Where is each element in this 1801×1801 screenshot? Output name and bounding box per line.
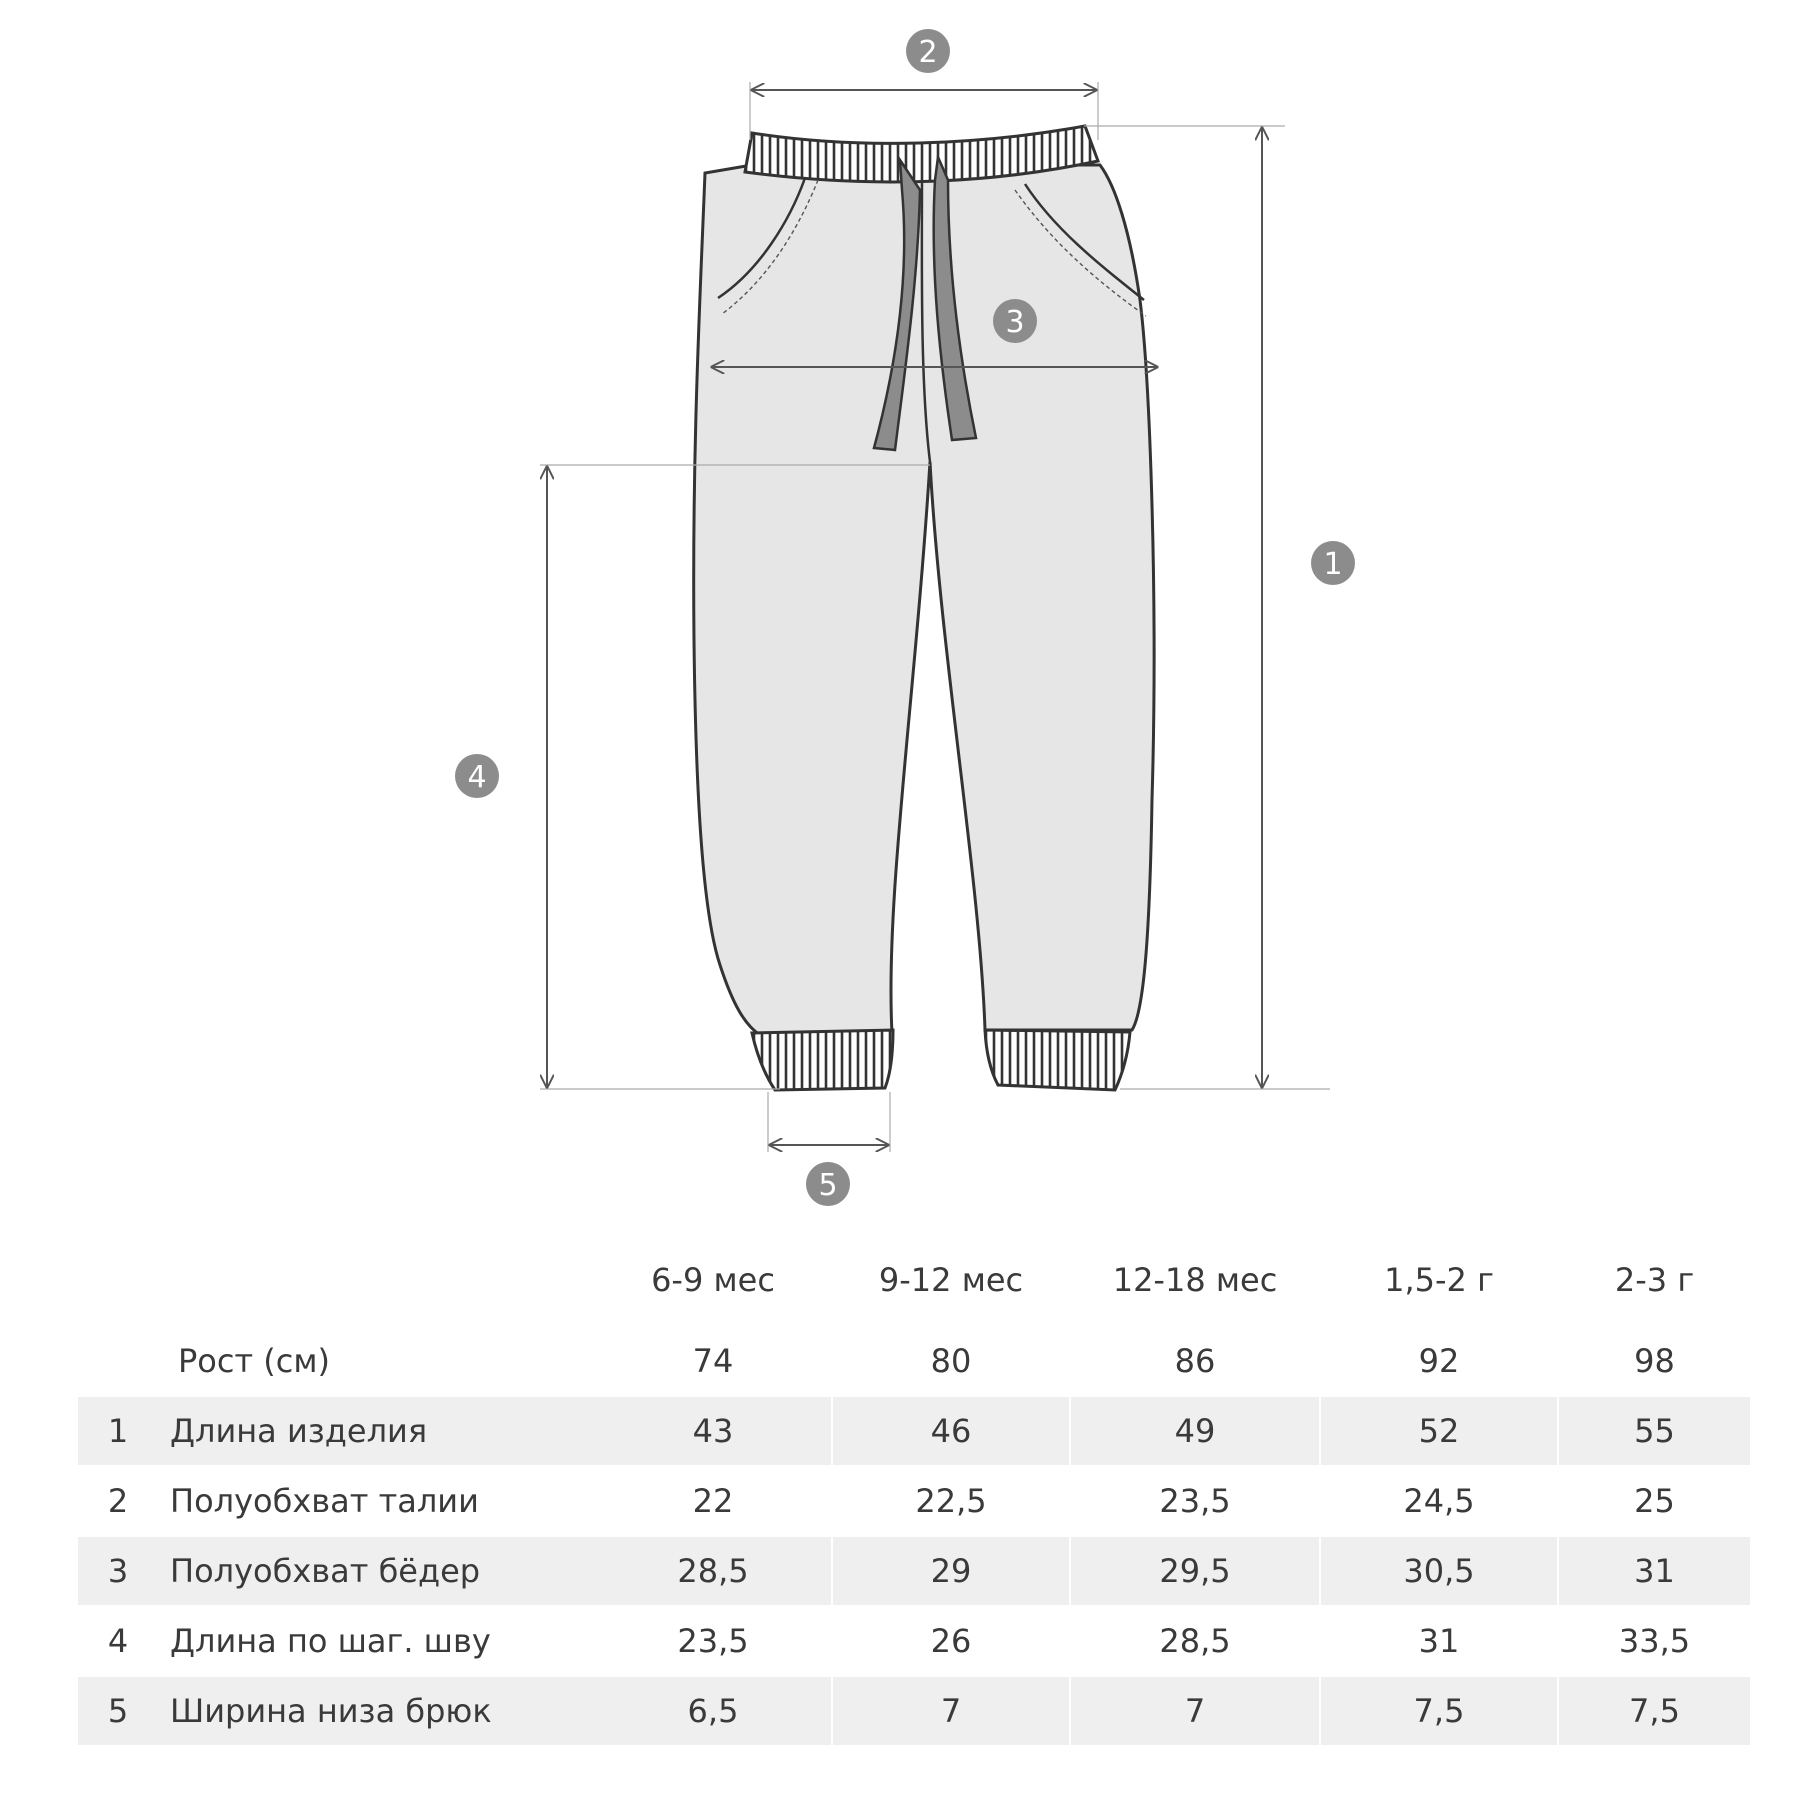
marker-1-label: 1 [1323, 547, 1343, 582]
marker-5-label: 5 [818, 1168, 838, 1203]
table-cell: 31 [1418, 1622, 1460, 1660]
table-cell: 7,5 [1559, 1677, 1750, 1745]
table-cell: 29,5 [1071, 1537, 1319, 1605]
table-cell: 24,5 [1403, 1482, 1475, 1520]
row-number: 1 [78, 1397, 158, 1465]
size-header: 1,5-2 г [1384, 1261, 1494, 1299]
table-cell: 7 [1071, 1677, 1319, 1745]
table-cell: 25 [1634, 1482, 1675, 1520]
row-label: Ширина низа брюк [158, 1677, 595, 1745]
table-cell: 26 [930, 1622, 972, 1660]
marker-2-label: 2 [918, 35, 938, 70]
table-cell: 7 [833, 1677, 1069, 1745]
row-label: Длина по шаг. шву [170, 1622, 491, 1660]
row-number: 5 [78, 1677, 158, 1745]
table-cell: 22,5 [915, 1482, 987, 1520]
height-row [78, 1327, 1750, 1395]
table-cell: 52 [1321, 1397, 1557, 1465]
marker-3-label: 3 [1005, 305, 1025, 340]
size-header: 2-3 г [1614, 1261, 1695, 1299]
table-cell: 43 [595, 1397, 831, 1465]
size-header-row [78, 1245, 1750, 1313]
row-label: Полуобхват бёдер [158, 1537, 595, 1605]
row-label: Длина изделия [158, 1397, 595, 1465]
table-cell: 22 [692, 1482, 734, 1520]
row-number: 4 [107, 1622, 129, 1660]
table-cell: 28,5 [595, 1537, 831, 1605]
table-cell: 46 [833, 1397, 1069, 1465]
marker-4-label: 4 [467, 760, 487, 795]
size-header: 9-12 мес [878, 1261, 1024, 1299]
left-cuff [752, 1030, 893, 1090]
table-cell: 49 [1071, 1397, 1319, 1465]
row-label: Рост (см) [178, 1342, 330, 1380]
size-header: 6-9 мес [651, 1261, 775, 1299]
row-number: 2 [107, 1482, 129, 1520]
table-row [78, 1607, 1750, 1675]
table-cell: 23,5 [677, 1622, 749, 1660]
row-number: 3 [78, 1537, 158, 1605]
table-row [78, 1537, 1750, 1605]
table-cell: 7,5 [1321, 1677, 1557, 1745]
pants-body [694, 165, 1154, 1035]
right-cuff [985, 1030, 1130, 1090]
table-cell: 31 [1559, 1537, 1750, 1605]
size-header: 12-18 мес [1112, 1261, 1278, 1299]
table-row [78, 1397, 1750, 1465]
table-cell: 98 [1634, 1342, 1675, 1380]
table-cell: 55 [1559, 1397, 1750, 1465]
table-row [78, 1467, 1750, 1535]
table-cell: 30,5 [1321, 1537, 1557, 1605]
table-cell: 80 [930, 1342, 972, 1380]
table-cell: 6,5 [595, 1677, 831, 1745]
table-row [78, 1677, 1750, 1745]
table-cell: 33,5 [1618, 1622, 1691, 1660]
table-cell: 29 [833, 1537, 1069, 1605]
table-cell: 86 [1174, 1342, 1216, 1380]
table-cell: 92 [1418, 1342, 1460, 1380]
table-cell: 23,5 [1159, 1482, 1231, 1520]
table-cell: 74 [692, 1342, 734, 1380]
table-cell: 28,5 [1159, 1622, 1231, 1660]
row-label: Полуобхват талии [170, 1482, 479, 1520]
